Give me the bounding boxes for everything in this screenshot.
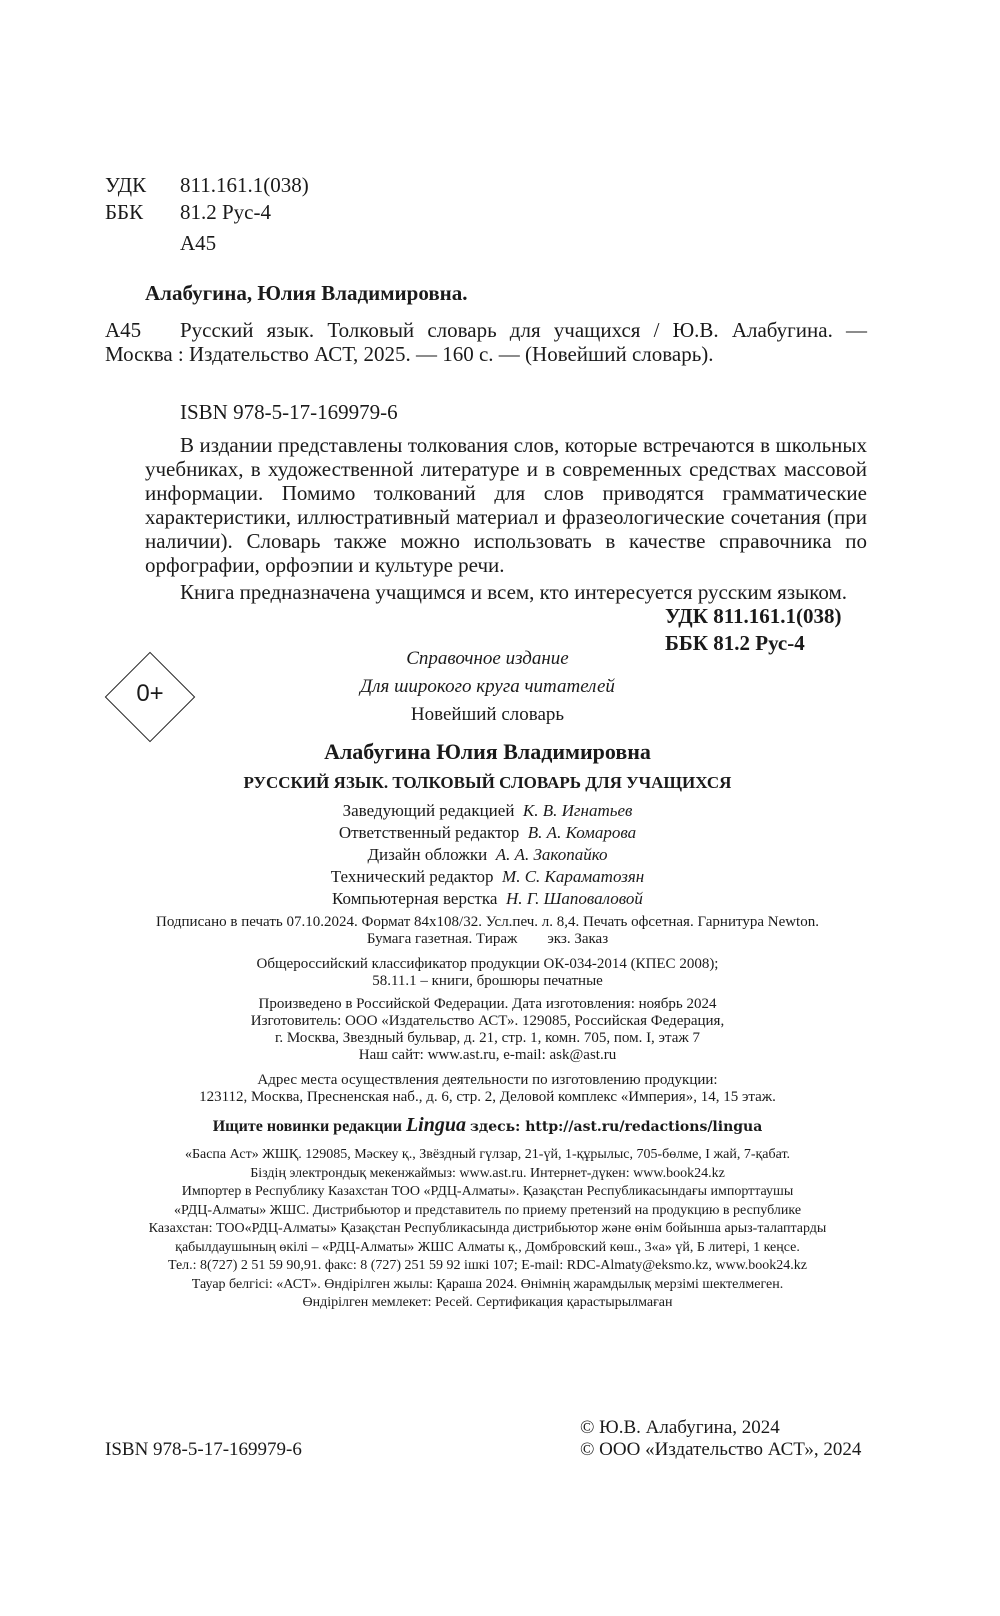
lingua-url: здесь: http://ast.ru/redactions/lingua	[469, 1119, 763, 1135]
annotation-audience: Книга предназначена учащимся и всем, кто интересуется русским языком.	[180, 580, 848, 604]
manufacturer-line: г. Москва, Звездный бульвар, д. 21, стр. 1, комн. 705, пом. I, этаж 7	[274, 1030, 701, 1046]
address-line: 123112, Москва, Пресненская наб., д. 6, стр. 2, Деловой комплекс «Империя», 14, 15 этаж.	[199, 1089, 776, 1105]
manufacturer-info	[105, 996, 870, 1064]
manufacturer-line: Произведено в Российской Федерации. Дата изготовления: ноябрь 2024	[258, 996, 717, 1012]
credit-name: Н. Г. Шаповаловой	[505, 889, 643, 908]
credit-name: В. А. Комарова	[527, 823, 637, 842]
credit-role: Ответственный редактор	[338, 823, 520, 842]
edition-type-text: Справочное издание	[406, 648, 569, 669]
credit-line	[105, 844, 870, 866]
footer-isbn: ISBN 978-5-17-169979-6	[105, 1439, 302, 1460]
copyright-author: © Ю.В. Алабугина, 2024	[580, 1417, 780, 1438]
edition-audience-text: Для широкого круга читателей	[360, 676, 615, 697]
edition-type	[105, 648, 870, 670]
annotation-paragraph: В издании представлены толкования слов, которые встречаются в школьных учебниках, в художественной литературе и в современных средствах массовой информации. Помимо толкований для слов приводятся грамматические характеристики, иллюстративный материал и фразеологические сочетания (при наличии). Словарь также можно использовать в качестве справочника по орфографии, орфоэпии и культуре речи.	[145, 433, 867, 577]
kz-line: «Баспа Аст» ЖШҚ. 129085, Мәскеу қ., Звёздный гүлзар, 21-үй, 1-құрылыс, 705-бөлме, I жай, 7-қабат.	[184, 1147, 791, 1162]
kz-line: Казахстан: ТОО«РДЦ-Алматы» Қазақстан Республикасында дистрибьютор және өнім бойынша арыз-талаптарды	[148, 1221, 827, 1236]
credit-role: Дизайн обложки	[367, 845, 488, 864]
bbk-value: 81.2 Рус-4	[180, 200, 271, 224]
copyright-publisher: © ООО «Издательство АСТ», 2024	[580, 1439, 862, 1460]
kz-line: қабылдаушының өкілі – «РДЦ-Алматы» ЖШС Алматы қ., Домбровский көш., 3«а» үй, Б литері, 1 кеңсе.	[175, 1239, 800, 1255]
kz-line: «РДЦ-Алматы» ЖШС. Дистрибьютор и представитель по приему претензий на продукцию в республике	[173, 1202, 802, 1218]
isbn: ISBN 978-5-17-169979-6	[180, 400, 398, 424]
bib-sign: А45	[105, 318, 142, 342]
kz-line: Өндірілген мемлекет: Ресей. Сертификация қарастырылмаған	[302, 1295, 673, 1310]
lingua-logo: Lingua	[405, 1114, 466, 1136]
manufacturer-line: Изготовитель: ООО «Издательство АСТ». 129085, Российская Федерация,	[250, 1013, 725, 1029]
kz-line: Біздің электрондық мекенжаймыз: www.ast.ru. Интернет-дүкен: www.book24.kz	[250, 1165, 725, 1181]
print-info	[105, 914, 870, 948]
edition-audience	[105, 676, 870, 698]
classifier-info	[105, 956, 870, 990]
credit-line	[105, 866, 870, 888]
credit-name: А. А. Закопайко	[495, 845, 608, 864]
production-address	[105, 1072, 870, 1106]
address-line: Адрес места осуществления деятельности по изготовлению продукции:	[257, 1072, 718, 1088]
udk-label: УДК	[105, 173, 147, 197]
author-heading: Алабугина, Юлия Владимировна.	[145, 281, 468, 305]
bibliographic-description: Русский язык. Толковый словарь для учащихся / Ю.В. Алабугина. — Москва : Издательство АСТ, 2025. — 160 с. — (Новейший словарь).	[105, 318, 867, 366]
lingua-text: Ищите новинки редакции	[212, 1118, 402, 1135]
bbk-label: ББК	[105, 200, 144, 224]
credit-line	[105, 822, 870, 844]
credit-name: М. С. Караматозян	[502, 867, 645, 886]
author-sign: А45	[180, 231, 217, 255]
classifier-line: Общероссийский классификатор продукции ОК-034-2014 (КПЕС 2008);	[256, 956, 719, 972]
lingua-line	[105, 1114, 870, 1137]
print-line: Подписано в печать 07.10.2024. Формат 84x108/32. Усл.печ. л. 8,4. Печать офсетная. Гарнитура Newton.	[156, 914, 819, 930]
bbk-code-right: ББК 81.2 Рус-4	[665, 631, 805, 655]
print-line: Бумага газетная. Тираж экз. Заказ	[366, 931, 609, 947]
kz-line: Тауар белгісі: «АСТ». Өндірілген жылы: Қараша 2024. Өнімнің жарамдылық мерзімі шектелмеген.	[191, 1276, 784, 1292]
edition-series: Новейший словарь	[410, 704, 565, 725]
edition-author: Алабугина Юлия Владимировна	[324, 739, 651, 764]
credit-name: К. В. Игнатьев	[522, 801, 633, 820]
udk-code-right: УДК 811.161.1(038)	[665, 604, 842, 628]
manufacturer-line: Наш сайт: www.ast.ru, e-mail: ask@ast.ru	[358, 1047, 617, 1063]
edition-title: РУССКИЙ ЯЗЫК. ТОЛКОВЫЙ СЛОВАРЬ ДЛЯ УЧАЩИХСЯ	[243, 773, 732, 792]
credit-role: Технический редактор	[330, 867, 494, 886]
credits	[105, 800, 870, 910]
kz-line: Тел.: 8(727) 2 51 59 90,91. факс: 8 (727) 251 59 92 ішкі 107; E-mail: RDC-Almaty@eksmo.kz, www.book24.kz	[167, 1258, 808, 1273]
credit-role: Компьютерная верстка	[332, 889, 498, 908]
kz-line: Импортер в Республику Казахстан ТОО «РДЦ-Алматы». Қазақстан Республикасындағы импорттаушы	[181, 1184, 794, 1199]
credit-line	[105, 800, 870, 822]
credit-role: Заведующий редакцией	[342, 801, 515, 820]
age-rating: 0+	[136, 680, 164, 707]
kazakhstan-info	[105, 1146, 870, 1313]
credit-line	[105, 888, 870, 910]
classifier-line: 58.11.1 – книги, брошюры печатные	[372, 973, 603, 989]
udk-value: 811.161.1(038)	[180, 173, 309, 197]
